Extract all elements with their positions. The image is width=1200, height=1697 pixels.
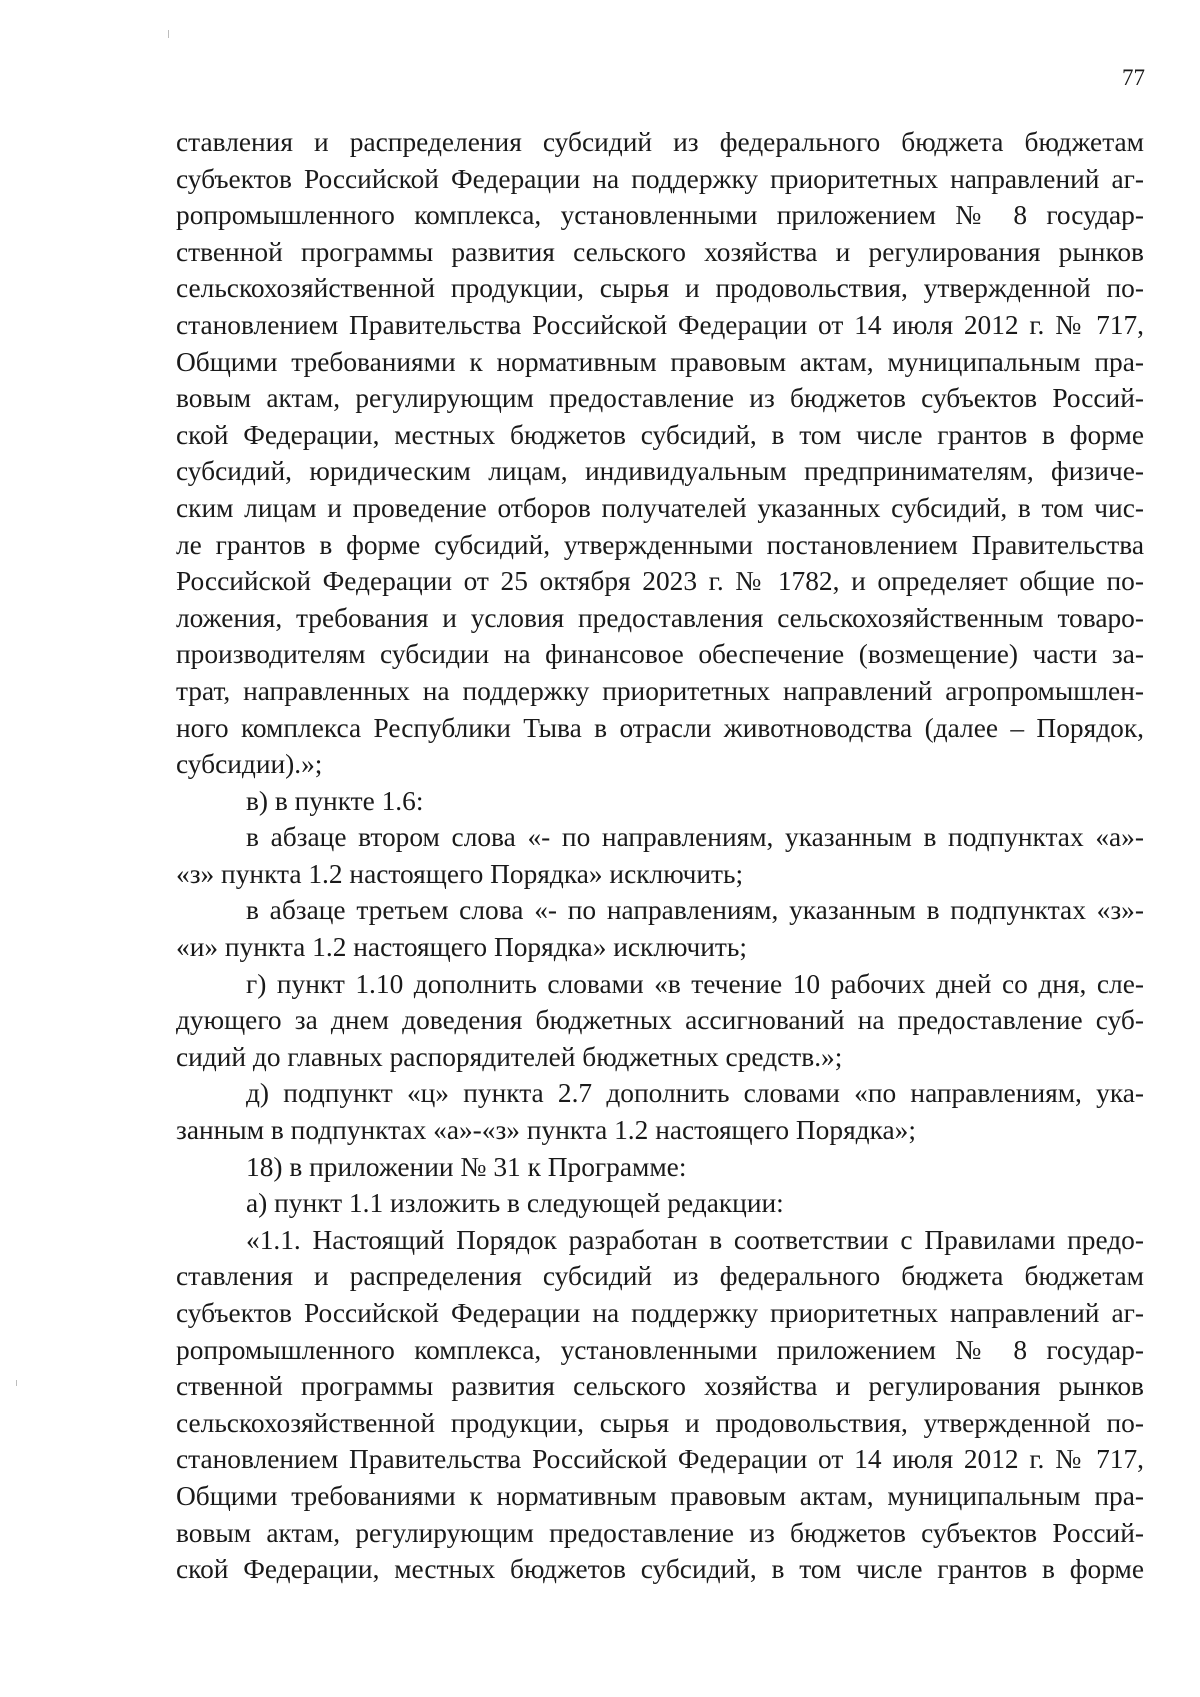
text-line: трат, направленных на поддержку приоритетных направлений агропромышлен-	[176, 675, 1144, 706]
text-line: сельскохозяйственной продукции, сырья и продовольствия, утвержденной по-	[176, 1407, 1144, 1438]
text-line: дующего за днем доведения бюджетных ассигнований на предоставление суб-	[176, 1005, 1144, 1036]
text-line: Общими требованиями к нормативным правовым актам, муниципальным пра-	[176, 346, 1144, 377]
scan-speck-top	[168, 30, 169, 38]
text-line: в) в пункте 1.6:	[246, 785, 424, 816]
text-line: в абзаце втором слова «- по направлениям, указанным в подпунктах «а»-	[246, 822, 1144, 853]
page-number: 77	[1122, 65, 1145, 90]
text-line: «и» пункта 1.2 настоящего Порядка» исключить;	[176, 932, 747, 963]
text-line: Общими требованиями к нормативным правовым актам, муниципальным пра-	[176, 1480, 1144, 1511]
text-line: субсидии).»;	[176, 749, 323, 780]
text-line: д) подпункт «ц» пункта 2.7 дополнить словами «по направлениям, ука-	[246, 1078, 1144, 1109]
text-line: ставления и распределения субсидий из федерального бюджета бюджетам	[176, 127, 1144, 157]
scan-speck-left	[16, 1380, 17, 1386]
text-line: а) пункт 1.1 изложить в следующей редакции:	[246, 1188, 784, 1219]
text-line: субсидий, юридическим лицам, индивидуальным предпринимателям, физиче-	[176, 456, 1144, 487]
text-line: ропромышленного комплекса, установленными приложением № 8 государ-	[176, 1334, 1144, 1365]
text-line: «з» пункта 1.2 настоящего Порядка» исключить;	[176, 858, 744, 889]
text-line: ропромышленного комплекса, установленными приложением № 8 государ-	[176, 200, 1144, 231]
text-line: Российской Федерации от 25 октября 2023 г. № 1782, и определяет общие по-	[176, 566, 1144, 597]
text-line: в абзаце третьем слова «- по направлениям, указанным в подпунктах «з»-	[246, 895, 1144, 926]
text-line: ле грантов в форме субсидий, утвержденными постановлением Правительства	[176, 529, 1144, 560]
text-line: ской Федерации, местных бюджетов субсидий, в том числе грантов в форме	[176, 419, 1144, 450]
text-line: вовым актам, регулирующим предоставление из бюджетов субъектов Россий-	[176, 1517, 1144, 1548]
text-line: ставления и распределения субсидий из федерального бюджета бюджетам	[176, 1261, 1144, 1292]
text-line: субъектов Российской Федерации на поддержку приоритетных направлений аг-	[176, 1298, 1144, 1328]
text-line: ного комплекса Республики Тыва в отрасли животноводства (далее – Порядок,	[176, 712, 1144, 743]
text-line: «1.1. Настоящий Порядок разработан в соответствии с Правилами предо-	[246, 1224, 1144, 1255]
text-line: ственной программы развития сельского хозяйства и регулирования рынков	[176, 236, 1144, 267]
text-line: субъектов Российской Федерации на поддержку приоритетных направлений аг-	[176, 163, 1144, 194]
text-line: 18) в приложении № 31 к Программе:	[246, 1151, 687, 1182]
text-line: становлением Правительства Российской Федерации от 14 июля 2012 г. № 717,	[176, 309, 1144, 340]
text-line: сельскохозяйственной продукции, сырья и продовольствия, утвержденной по-	[176, 273, 1144, 304]
document-body-text	[176, 124, 1144, 1588]
text-line: ственной программы развития сельского хозяйства и регулирования рынков	[176, 1371, 1144, 1402]
text-line: производителям субсидии на финансовое обеспечение (возмещение) части за-	[176, 639, 1144, 670]
text-line: г) пункт 1.10 дополнить словами «в течение 10 рабочих дней со дня, сле-	[246, 968, 1144, 999]
text-line: становлением Правительства Российской Федерации от 14 июля 2012 г. № 717,	[176, 1444, 1144, 1475]
text-line: ским лицам и проведение отборов получателей указанных субсидий, в том чис-	[176, 492, 1144, 523]
text-line: вовым актам, регулирующим предоставление из бюджетов субъектов Россий-	[176, 383, 1144, 414]
text-line: ложения, требования и условия предоставления сельскохозяйственным товаро-	[176, 602, 1144, 633]
text-line: занным в подпунктах «а»-«з» пункта 1.2 настоящего Порядка»;	[176, 1115, 916, 1146]
text-line: ской Федерации, местных бюджетов субсидий, в том числе грантов в форме	[176, 1554, 1144, 1585]
text-line: сидий до главных распорядителей бюджетных средств.»;	[176, 1041, 843, 1072]
